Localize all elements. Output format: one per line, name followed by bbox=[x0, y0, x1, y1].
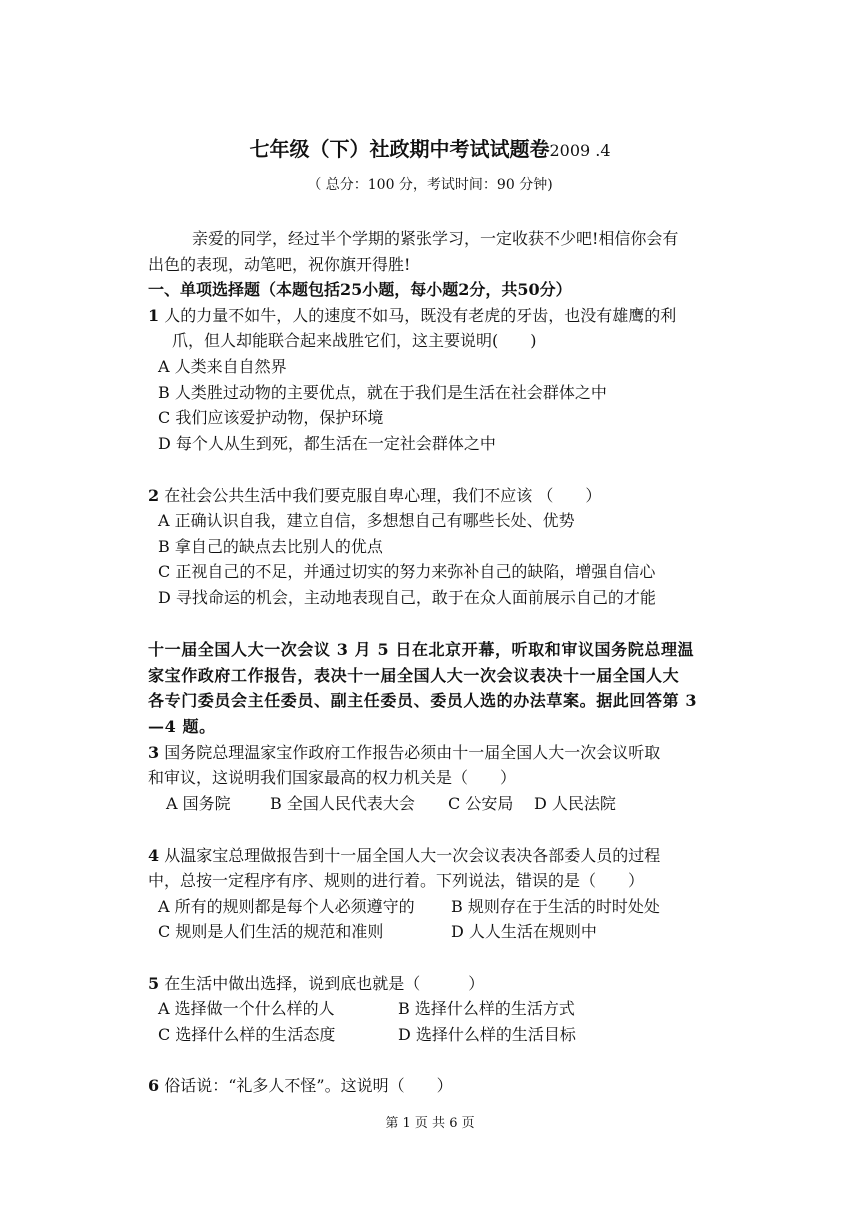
question-2-option-d: D 寻找命运的机会，主动地表现自己，敢于在众人面前展示自己的才能 bbox=[158, 588, 656, 607]
question-3-stem-line-1 bbox=[148, 743, 660, 763]
question-4-stem-line-1 bbox=[148, 846, 660, 866]
question-4-option-b: B 规则存在于生活的时时处处 bbox=[451, 897, 660, 916]
passage-line-3: 各专门委员会主任委员、副主任委员、委员人选的办法草案。据此回答第 3 bbox=[148, 691, 698, 710]
question-2-option-a: A 正确认识自我，建立自信，多想想自己有哪些长处、优势 bbox=[158, 511, 575, 530]
question-1-stem-line-2: 爪，但人却能联合起来战胜它们，这主要说明( ) bbox=[172, 331, 537, 350]
question-3-option-b: B 全国人民代表大会 bbox=[270, 794, 415, 813]
question-4-stem-text: 从温家宝总理做报告到十一届全国人大一次会议表决各部委人员的过程 bbox=[164, 846, 661, 865]
question-2-option-b: B 拿自己的缺点去比别人的优点 bbox=[158, 537, 383, 556]
section-heading: 一、单项选择题（本题包括25小题，每小题2分，共50分） bbox=[148, 280, 572, 299]
question-2-number: 2 bbox=[148, 486, 160, 505]
question-1-number: 1 bbox=[148, 306, 160, 325]
passage-line-4: —4 题。 bbox=[148, 717, 216, 736]
question-4-number: 4 bbox=[148, 846, 160, 865]
question-5-number: 5 bbox=[148, 974, 160, 993]
intro-line-1: 亲爱的同学，经过半个学期的紧张学习，一定收获不少吧!相信你会有 bbox=[192, 229, 679, 248]
intro-line-2: 出色的表现，动笔吧，祝你旗开得胜! bbox=[148, 255, 411, 274]
passage-line-2: 家宝作政府工作报告，表决十一届全国人大一次会议表决十一届全国人大 bbox=[148, 666, 680, 685]
question-3-stem-text: 国务院总理温家宝作政府工作报告必须由十一届全国人大一次会议听取 bbox=[164, 743, 661, 762]
question-1-option-b: B 人类胜过动物的主要优点，就在于我们是生活在社会群体之中 bbox=[158, 383, 607, 402]
question-5-option-d: D 选择什么样的生活目标 bbox=[398, 1025, 576, 1044]
page-footer: 第 1 页 共 6 页 bbox=[385, 1116, 475, 1131]
question-1-stem-text: 人的力量不如牛，人的速度不如马，既没有老虎的牙齿，也没有雄鹰的利 bbox=[164, 306, 677, 325]
question-5-stem-text: 在生活中做出选择，说到底也就是（ ） bbox=[164, 974, 485, 993]
title-date: 2009 .4 bbox=[549, 141, 611, 160]
question-1-stem-line-1 bbox=[148, 306, 676, 326]
question-5-stem bbox=[148, 974, 484, 994]
title-text: 七年级（下）社政期中考试试题卷 bbox=[249, 137, 550, 161]
question-5-option-c: C 选择什么样的生活态度 bbox=[158, 1025, 336, 1044]
question-2-stem bbox=[148, 486, 601, 506]
question-3-option-c: C 公安局 bbox=[448, 794, 514, 813]
exam-subtitle: （ 总分：100 分，考试时间：90 分钟) bbox=[307, 177, 553, 193]
question-6-stem-text: 俗话说：“礼多人不怪”。这说明（ ） bbox=[164, 1076, 453, 1095]
page-title bbox=[0, 136, 860, 164]
question-1-option-d: D 每个人从生到死，都生活在一定社会群体之中 bbox=[158, 434, 496, 453]
question-4-option-d: D 人人生活在规则中 bbox=[451, 922, 597, 941]
question-3-option-d: D 人民法院 bbox=[534, 794, 616, 813]
question-5-option-a: A 选择做一个什么样的人 bbox=[158, 999, 335, 1018]
question-1-option-a: A 人类来自自然界 bbox=[158, 357, 287, 376]
passage-line-1: 十一届全国人大一次会议 3 月 5 日在北京开幕，听取和审议国务院总理温 bbox=[148, 640, 695, 659]
question-1-option-c: C 我们应该爱护动物，保护环境 bbox=[158, 408, 384, 427]
question-2-option-c: C 正视自己的不足，并通过切实的努力来弥补自己的缺陷，增强自信心 bbox=[158, 562, 656, 581]
question-6-stem bbox=[148, 1076, 453, 1096]
question-4-option-c: C 规则是人们生活的规范和准则 bbox=[158, 922, 384, 941]
question-3-stem-line-2: 和审议，这说明我们国家最高的权力机关是（ ） bbox=[148, 768, 517, 787]
question-4-stem-line-2: 中，总按一定程序有序、规则的进行着。下列说法，错误的是（ ） bbox=[148, 871, 645, 890]
question-6-number: 6 bbox=[148, 1076, 160, 1095]
question-3-number: 3 bbox=[148, 743, 160, 762]
question-2-stem-text: 在社会公共生活中我们要克服自卑心理，我们不应该 （ ） bbox=[164, 486, 602, 505]
question-5-option-b: B 选择什么样的生活方式 bbox=[398, 999, 575, 1018]
question-3-option-a: A 国务院 bbox=[166, 794, 231, 813]
question-4-option-a: A 所有的规则都是每个人必须遵守的 bbox=[158, 897, 415, 916]
